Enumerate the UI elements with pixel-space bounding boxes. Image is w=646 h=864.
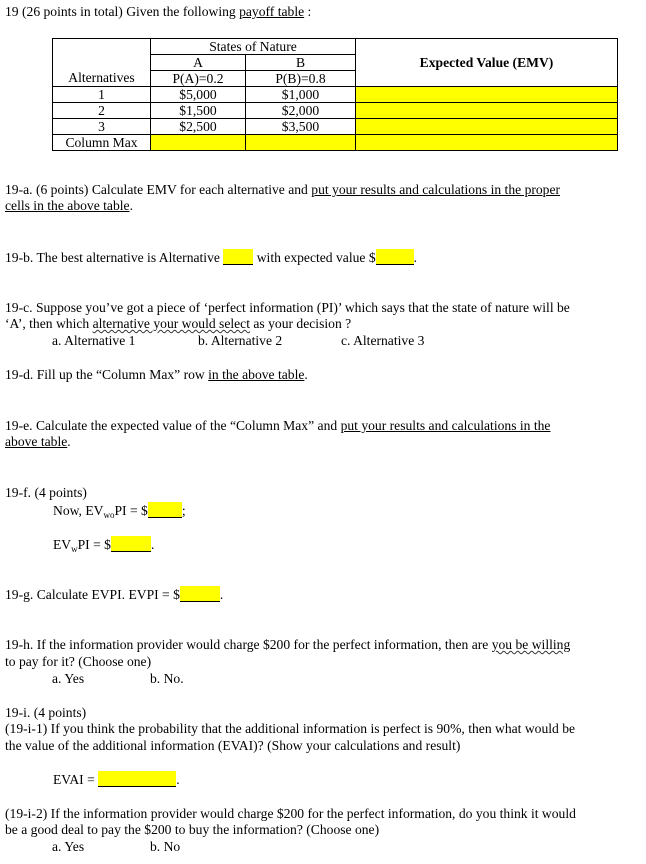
q19c-line1: 19-c. Suppose you’ve got a piece of ‘perfect information (PI)’ which says that the state of nature will be <box>5 300 570 315</box>
pi-equals-text: PI = $ <box>114 503 148 518</box>
state-a-cell: A <box>151 55 246 71</box>
q19c-option-a[interactable]: a. Alternative 1 <box>52 333 136 348</box>
q19i2-line2: be a good deal to pay the $200 to buy the information? (Choose one) <box>5 822 380 837</box>
q19a-line1 <box>5 182 560 198</box>
best-alternative-answer[interactable] <box>223 249 253 265</box>
evai-end: . <box>176 772 180 787</box>
column-max-row <box>53 135 618 151</box>
q19i2-line1: (19-i-2) If the information provider would charge $200 for the perfect information, do you think it would <box>5 806 576 821</box>
emv-header-cell: Expected Value (EMV) <box>356 39 618 87</box>
evpi-answer[interactable] <box>180 586 220 602</box>
q19d-text: 19-d. Fill up the “Column Max” row <box>5 367 209 382</box>
q19c-text: ‘A’, then which <box>5 316 93 331</box>
q19e-link2: above table <box>5 434 68 449</box>
q19f-evwo <box>53 502 186 523</box>
payoff-b-cell: $3,500 <box>246 119 356 135</box>
q19a-line2 <box>5 198 133 214</box>
q19c-option-c[interactable]: c. Alternative 3 <box>341 333 425 348</box>
wo-subscript: wo <box>103 510 115 520</box>
state-b-cell: B <box>246 55 356 71</box>
q19i1-line2: the value of the additional information (EVAI)? (Show your calculations and result) <box>5 738 461 753</box>
prob-b-cell: P(B)=0.8 <box>246 71 356 87</box>
q19b-text: 19-b. The best alternative is Alternative <box>5 250 224 265</box>
now-ev-text: Now, EV <box>53 503 104 518</box>
semicolon: ; <box>181 503 186 518</box>
empty-corner-cell <box>53 39 151 55</box>
alternatives-label-cell: Alternatives <box>53 71 151 87</box>
q19h-text: 19-h. If the information provider would charge $200 for the perfect information, then are <box>5 637 492 652</box>
payoff-table <box>52 38 618 151</box>
q19i-title: 19-i. (4 points) <box>5 705 87 720</box>
q19a-link1: put your results and calculations in the proper <box>311 182 561 197</box>
table-row <box>53 119 618 135</box>
header-end: : <box>304 4 312 19</box>
column-max-b-cell[interactable] <box>246 135 356 151</box>
pi-equals-text: PI = $ <box>77 537 111 552</box>
q19c-option-b[interactable]: b. Alternative 2 <box>198 333 283 348</box>
alt-cell: 2 <box>53 103 151 119</box>
q19g-end: . <box>219 587 224 602</box>
prob-a-cell: P(A)=0.2 <box>151 71 246 87</box>
q19h-option-a[interactable]: a. Yes <box>52 671 85 686</box>
q19h-line1 <box>5 637 570 653</box>
w-subscript: w <box>71 544 78 554</box>
q19e-line1 <box>5 418 550 434</box>
payoff-a-cell: $2,500 <box>151 119 246 135</box>
column-max-emv-cell[interactable] <box>356 135 618 151</box>
payoff-b-cell: $1,000 <box>246 87 356 103</box>
evai-line <box>53 771 180 788</box>
question-header <box>5 4 311 20</box>
ev-text: EV <box>53 537 72 552</box>
q19e-end: . <box>67 434 71 449</box>
q19a-link2: cells in the above table <box>5 198 130 213</box>
header-link-text: payoff table <box>239 4 305 19</box>
q19i1-line1: (19-i-1) If you think the probability that the additional information is perfect is 90%, then what would be <box>5 721 576 736</box>
q19g <box>5 586 223 603</box>
q19h-link: you be willing <box>491 637 571 652</box>
column-max-a-cell[interactable] <box>151 135 246 151</box>
q19b-text-2: with expected value $ <box>253 250 376 265</box>
q19e-line2 <box>5 434 71 450</box>
q19g-text: 19-g. Calculate EVPI. EVPI = $ <box>5 587 180 602</box>
q19f-title: 19-f. (4 points) <box>5 485 87 500</box>
q19d-end: . <box>304 367 308 382</box>
evai-answer[interactable] <box>98 771 176 787</box>
q19a-text: 19-a. (6 points) Calculate EMV for each alternative and <box>5 182 312 197</box>
emv-answer-cell[interactable] <box>356 87 618 103</box>
q19b <box>5 249 417 266</box>
best-ev-answer[interactable] <box>376 249 414 265</box>
ev-w-pi-answer[interactable] <box>111 536 151 552</box>
column-max-label-cell: Column Max <box>53 135 151 151</box>
evai-label: EVAI = <box>53 772 99 787</box>
q19c-text-end: as your decision ? <box>250 316 352 331</box>
q19b-end: . <box>413 250 418 265</box>
q19c-line2 <box>5 316 351 332</box>
payoff-a-cell: $1,500 <box>151 103 246 119</box>
payoff-b-cell: $2,000 <box>246 103 356 119</box>
q19c-link: alternative your would select <box>92 316 250 331</box>
q19h-line2: to pay for it? (Choose one) <box>5 654 152 669</box>
q19f-evw <box>53 536 154 557</box>
alt-cell: 1 <box>53 87 151 103</box>
alt-cell: 3 <box>53 119 151 135</box>
q19e-text: 19-e. Calculate the expected value of the “Column Max” and <box>5 418 341 433</box>
states-title-cell: States of Nature <box>151 39 356 55</box>
q19i2-option-b[interactable]: b. No <box>150 839 181 854</box>
header-text: 19 (26 points in total) Given the following <box>5 4 240 19</box>
q19h-option-b[interactable]: b. No. <box>150 671 184 686</box>
payoff-a-cell: $5,000 <box>151 87 246 103</box>
q19d-link: in the above table <box>208 367 305 382</box>
period: . <box>150 537 155 552</box>
table-row <box>53 87 618 103</box>
table-row <box>53 103 618 119</box>
emv-answer-cell[interactable] <box>356 119 618 135</box>
q19i2-option-a[interactable]: a. Yes <box>52 839 85 854</box>
q19d <box>5 367 308 383</box>
ev-wo-pi-answer[interactable] <box>148 502 182 518</box>
q19a-end: . <box>129 198 133 213</box>
empty-corner-cell-2 <box>53 55 151 71</box>
q19e-link1: put your results and calculations in the <box>340 418 551 433</box>
emv-answer-cell[interactable] <box>356 103 618 119</box>
